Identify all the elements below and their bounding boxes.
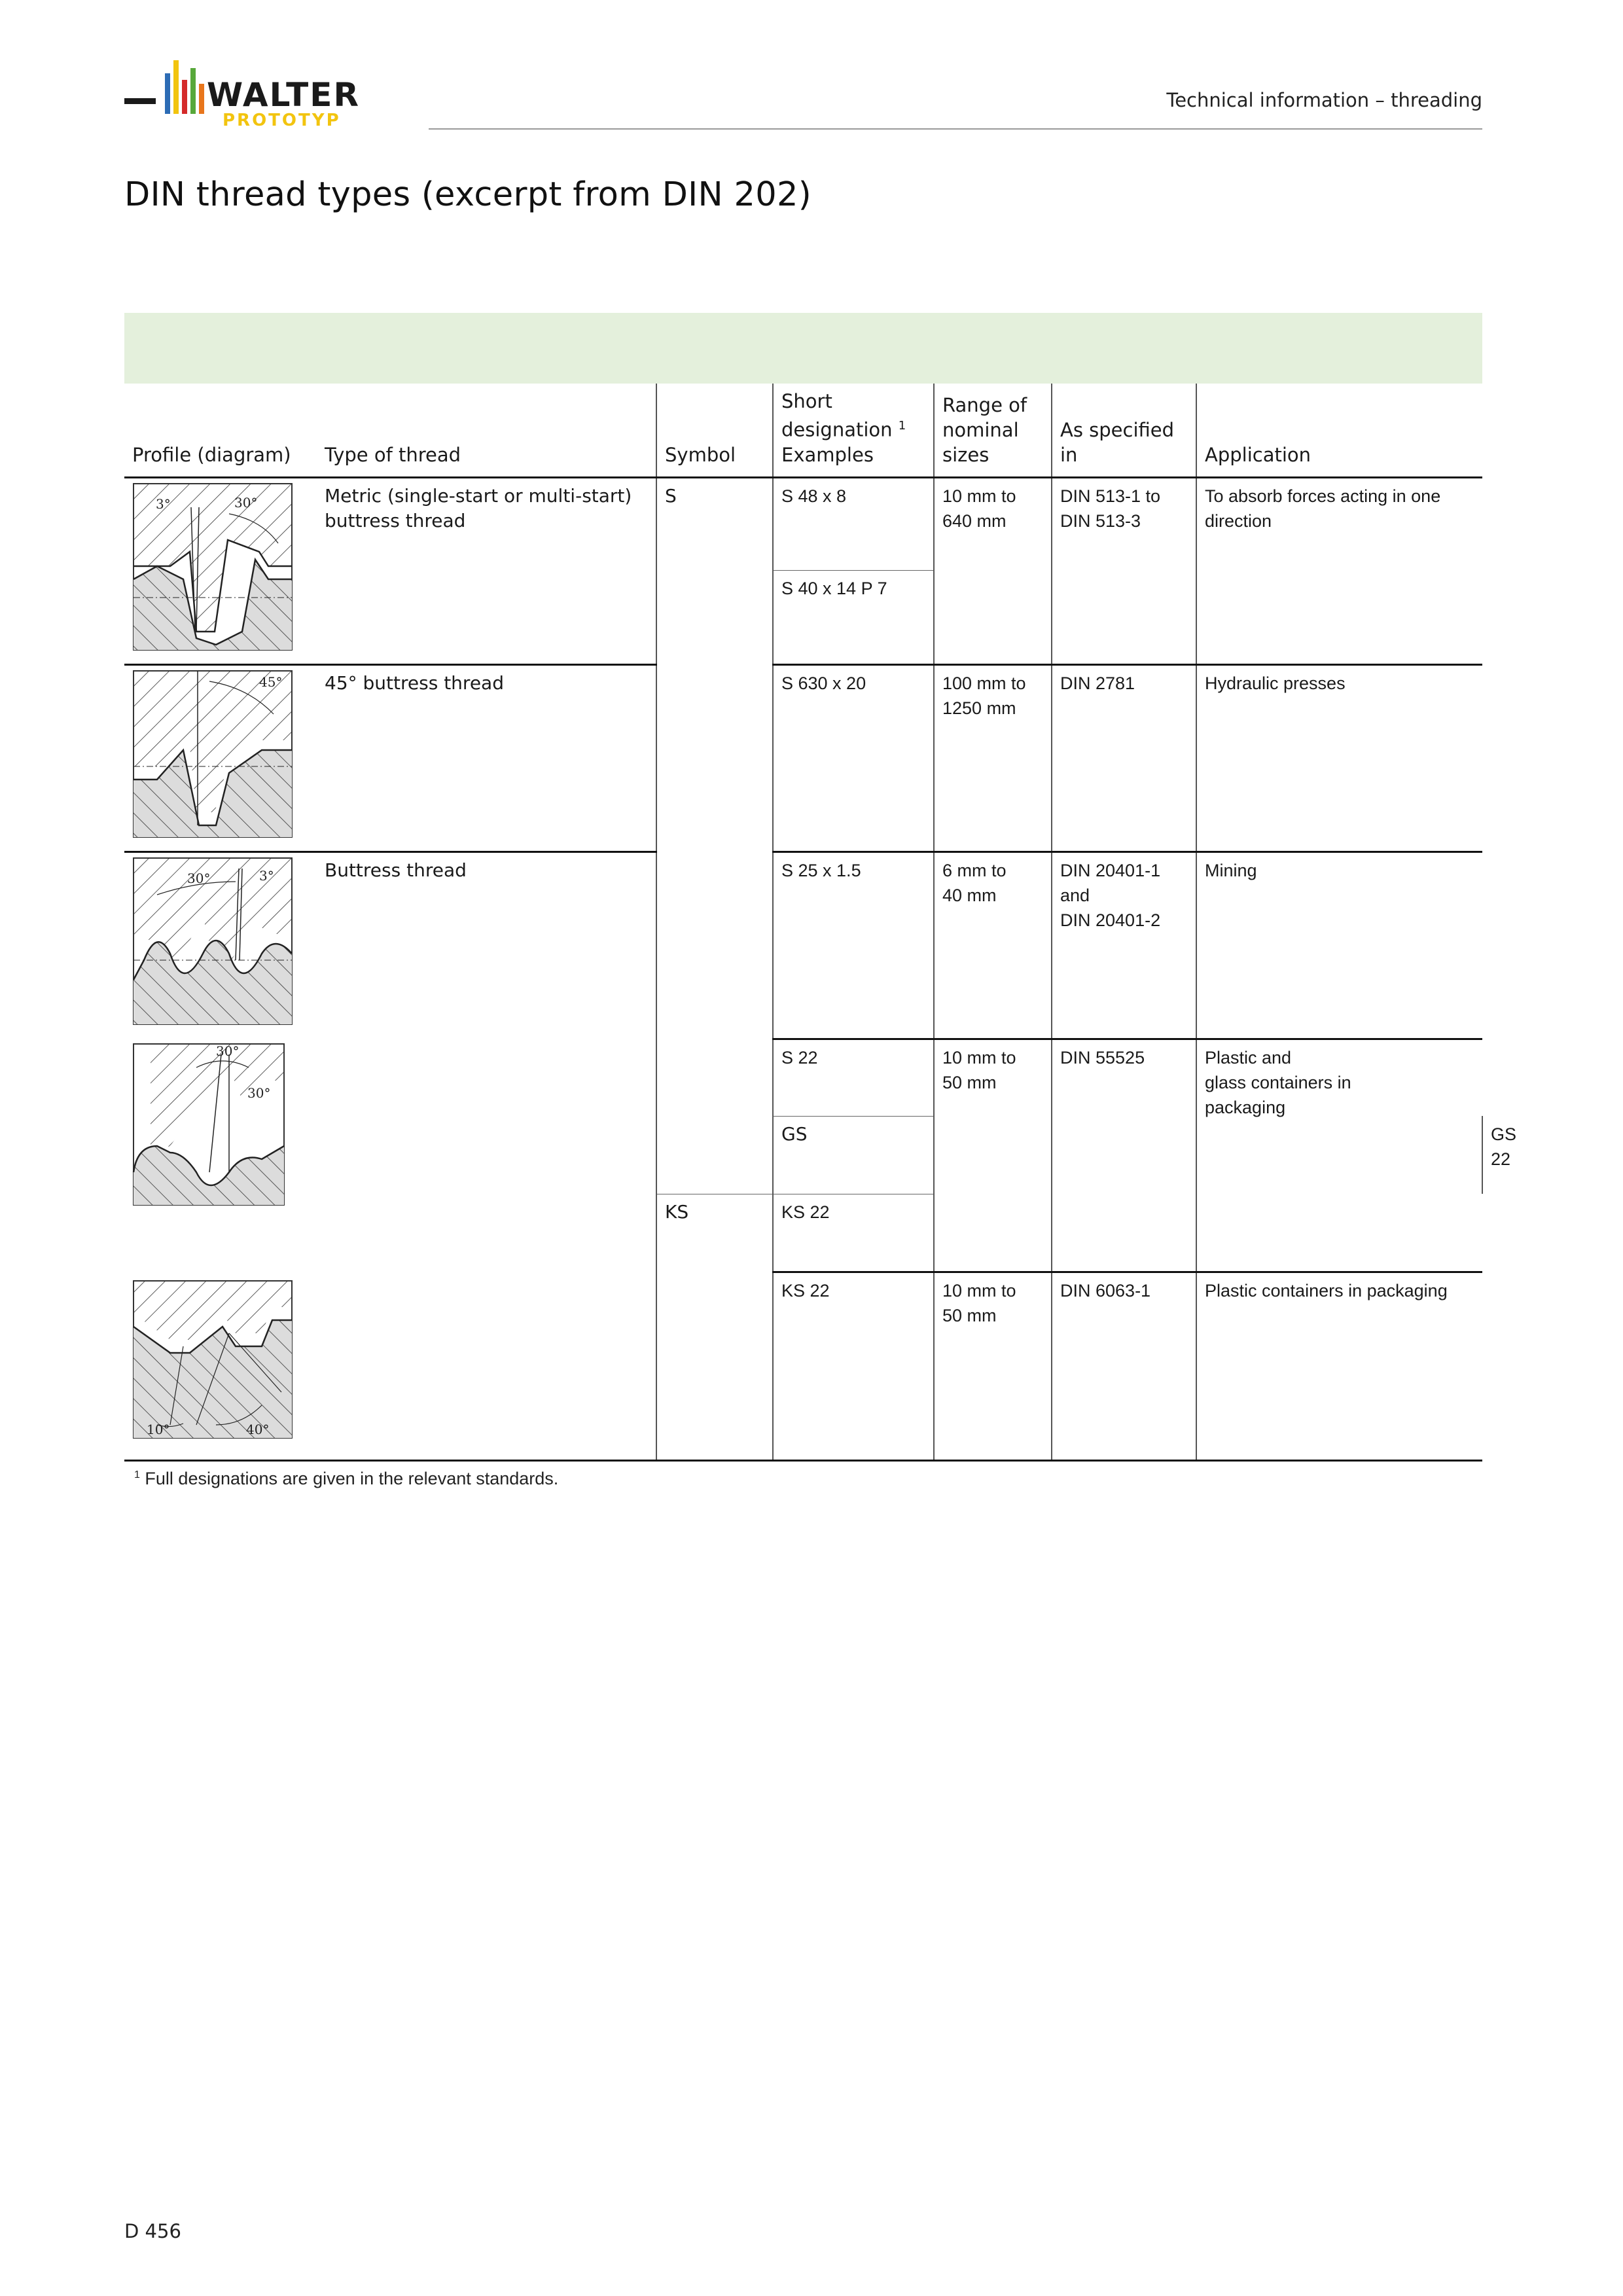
walter-prototyp-logo [124, 60, 406, 132]
range-text: 640 mm [942, 511, 1007, 531]
header-range-l1: Range of [942, 393, 1027, 416]
application-text: To absorb forces acting in one [1205, 486, 1441, 506]
range-text: 10 mm to [942, 486, 1016, 506]
header-range-l3: sizes [942, 443, 990, 466]
header-type: Type of thread [325, 443, 461, 466]
example-cell: S 40 x 14 P 7 [773, 571, 934, 665]
header-short-l3: Examples [781, 443, 874, 466]
range-text: 100 mm to [942, 673, 1026, 693]
example-cell: S 22 [773, 1039, 934, 1116]
application-text: Plastic and [1205, 1047, 1292, 1067]
spec-cell [1052, 852, 1196, 1039]
spec-cell: DIN 55525 [1052, 1039, 1196, 1272]
table-row [124, 852, 1482, 1039]
range-text: 40 mm [942, 885, 997, 905]
header-short-designation [773, 384, 934, 477]
example-cell: S 25 x 1.5 [773, 852, 934, 1039]
thread-types-table [124, 384, 1517, 1462]
type-cell: Buttress thread [317, 852, 656, 1039]
svg-text:10°: 10° [147, 1422, 170, 1438]
type-cell: 45° buttress thread [317, 664, 656, 852]
profile-diagram-4 [124, 1039, 317, 1272]
application-cell: Mining [1196, 852, 1482, 1039]
application-text: direction [1205, 511, 1272, 531]
header-application: Application [1196, 384, 1482, 477]
spec-cell: DIN 6063-1 [1052, 1272, 1196, 1460]
header-range [934, 384, 1052, 477]
application-cell [1196, 1039, 1482, 1272]
symbol-cell: GS [773, 1117, 934, 1194]
header-symbol: Symbol [656, 384, 773, 477]
type-text: buttress thread [325, 509, 466, 531]
page-number: D 456 [124, 2220, 181, 2242]
svg-text:3°: 3° [156, 495, 171, 512]
range-text: 50 mm [942, 1072, 997, 1092]
application-cell: Hydraulic presses [1196, 664, 1482, 852]
range-cell [934, 664, 1052, 852]
header-specified-in: As specified in [1052, 384, 1196, 477]
svg-text:PROTOTYP: PROTOTYP [223, 111, 341, 130]
svg-text:30°: 30° [234, 494, 258, 511]
example-cell: KS 22 [773, 1272, 934, 1460]
spec-text: DIN 20401-2 [1060, 910, 1161, 930]
application-cell: Plastic containers in packaging [1196, 1272, 1482, 1460]
spec-text: DIN 513-3 [1060, 511, 1141, 531]
type-cell [317, 477, 656, 664]
range-cell [934, 1039, 1052, 1272]
spec-cell: DIN 2781 [1052, 664, 1196, 852]
svg-text:40°: 40° [246, 1422, 270, 1438]
spec-text: DIN 20401-1 [1060, 860, 1161, 880]
header-short-l1: Short [781, 390, 832, 412]
profile-diagram-3 [124, 852, 317, 1039]
svg-text:30°: 30° [187, 870, 211, 886]
svg-text:3°: 3° [259, 867, 274, 884]
example-cell: S 630 x 20 [773, 664, 934, 852]
symbol-cell: S [656, 477, 773, 1194]
range-text: 6 mm to [942, 860, 1007, 880]
type-cell [317, 1039, 656, 1460]
application-cell [1196, 477, 1482, 664]
range-text: 10 mm to [942, 1047, 1016, 1067]
header-divider [429, 128, 1482, 130]
range-text: 10 mm to [942, 1280, 1016, 1300]
table-header-band [124, 313, 1482, 384]
profile-diagram-5 [124, 1272, 317, 1460]
footnote-mark: 1 [134, 1469, 140, 1480]
spec-text: DIN 513-1 to [1060, 486, 1161, 506]
range-text: 1250 mm [942, 698, 1016, 718]
spec-text: and [1060, 885, 1090, 905]
example-cell: KS 22 [773, 1194, 934, 1272]
table-header-row [124, 384, 1482, 477]
header-short-sup: 1 [898, 419, 906, 433]
example-cell: S 48 x 8 [773, 477, 934, 571]
table-row [124, 477, 1482, 571]
range-cell [934, 852, 1052, 1039]
table-row [124, 664, 1482, 852]
svg-text:30°: 30° [247, 1085, 271, 1102]
footnote [134, 1469, 558, 1489]
header-profile: Profile (diagram) [132, 443, 291, 466]
type-text: Metric (single-start or multi-start) [325, 484, 632, 507]
spec-cell [1052, 477, 1196, 664]
header-range-l2: nominal [942, 418, 1019, 441]
header-short-l2: designation [781, 418, 893, 441]
symbol-cell: KS [656, 1194, 773, 1461]
range-text: 50 mm [942, 1305, 997, 1325]
profile-diagram-2 [124, 664, 317, 852]
table-row: GS GS 22 [124, 1117, 1482, 1194]
svg-text:WALTER: WALTER [207, 76, 360, 114]
profile-diagram-1 [124, 477, 317, 664]
application-text: glass containers in [1205, 1072, 1351, 1092]
footnote-text: Full designations are given in the relevant standards. [145, 1469, 559, 1488]
svg-text:30°: 30° [216, 1043, 240, 1060]
table-row [124, 1039, 1482, 1116]
range-cell [934, 477, 1052, 664]
page-title: DIN thread types (excerpt from DIN 202) [124, 175, 812, 214]
svg-text:45°: 45° [259, 673, 283, 690]
range-cell [934, 1272, 1052, 1460]
section-label: Technical information – threading [1166, 89, 1482, 111]
application-text: packaging [1205, 1097, 1286, 1117]
